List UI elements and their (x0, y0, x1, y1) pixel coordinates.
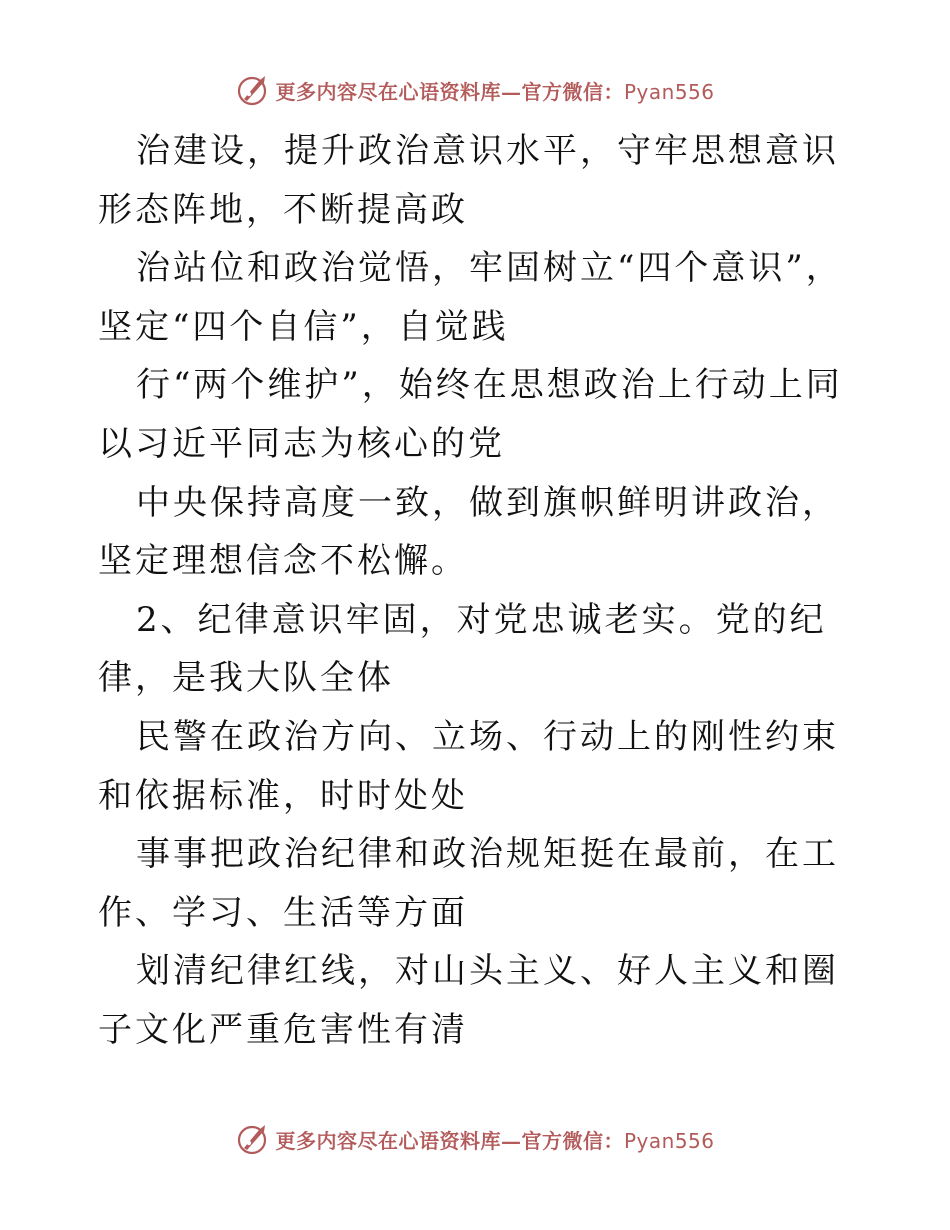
paragraph-6: 民警在政治方向、立场、行动上的刚性约束和依据标准，时时处处 (98, 716, 839, 816)
paragraph-3: 行“两个维护”，始终在思想政治上行动上同以习近平同志为核心的党 (98, 365, 843, 464)
paragraph-8: 划清纪律红线，对山头主义、好人主义和圈子文化严重危害性有清 (98, 951, 839, 1050)
header-banner (0, 70, 950, 110)
paragraph-1: 治建设，提升政治意识水平，守牢思想意识形态阵地，不断提高政 (98, 131, 839, 230)
paragraph-7: 事事把政治纪律和政治规矩挺在最前，在工作、学习、生活等方面 (98, 834, 839, 933)
paragraph-4: 中央保持高度一致，做到旗帜鲜明讲政治，坚定理想信念不松懈。 (98, 482, 839, 582)
footer-banner-text: 更多内容尽在心语资料库—官方微信：Pyan556 (275, 1128, 715, 1153)
document-body (98, 122, 868, 1060)
footer-wechat-id: Pyan556 (623, 1128, 715, 1153)
quill-pen-logo-icon (235, 1122, 269, 1156)
footer-banner (0, 1119, 950, 1159)
header-wechat-id: Pyan556 (623, 79, 715, 104)
quill-pen-logo-icon (235, 73, 269, 107)
paragraph-2: 治站位和政治觉悟，牢固树立“四个意识”，坚定“四个自信”，自觉践 (98, 248, 843, 347)
header-banner-text: 更多内容尽在心语资料库—官方微信：Pyan556 (275, 79, 715, 104)
paragraph-5: 2、纪律意识牢固，对党忠诚老实。党的纪律，是我大队全体 (98, 599, 827, 699)
